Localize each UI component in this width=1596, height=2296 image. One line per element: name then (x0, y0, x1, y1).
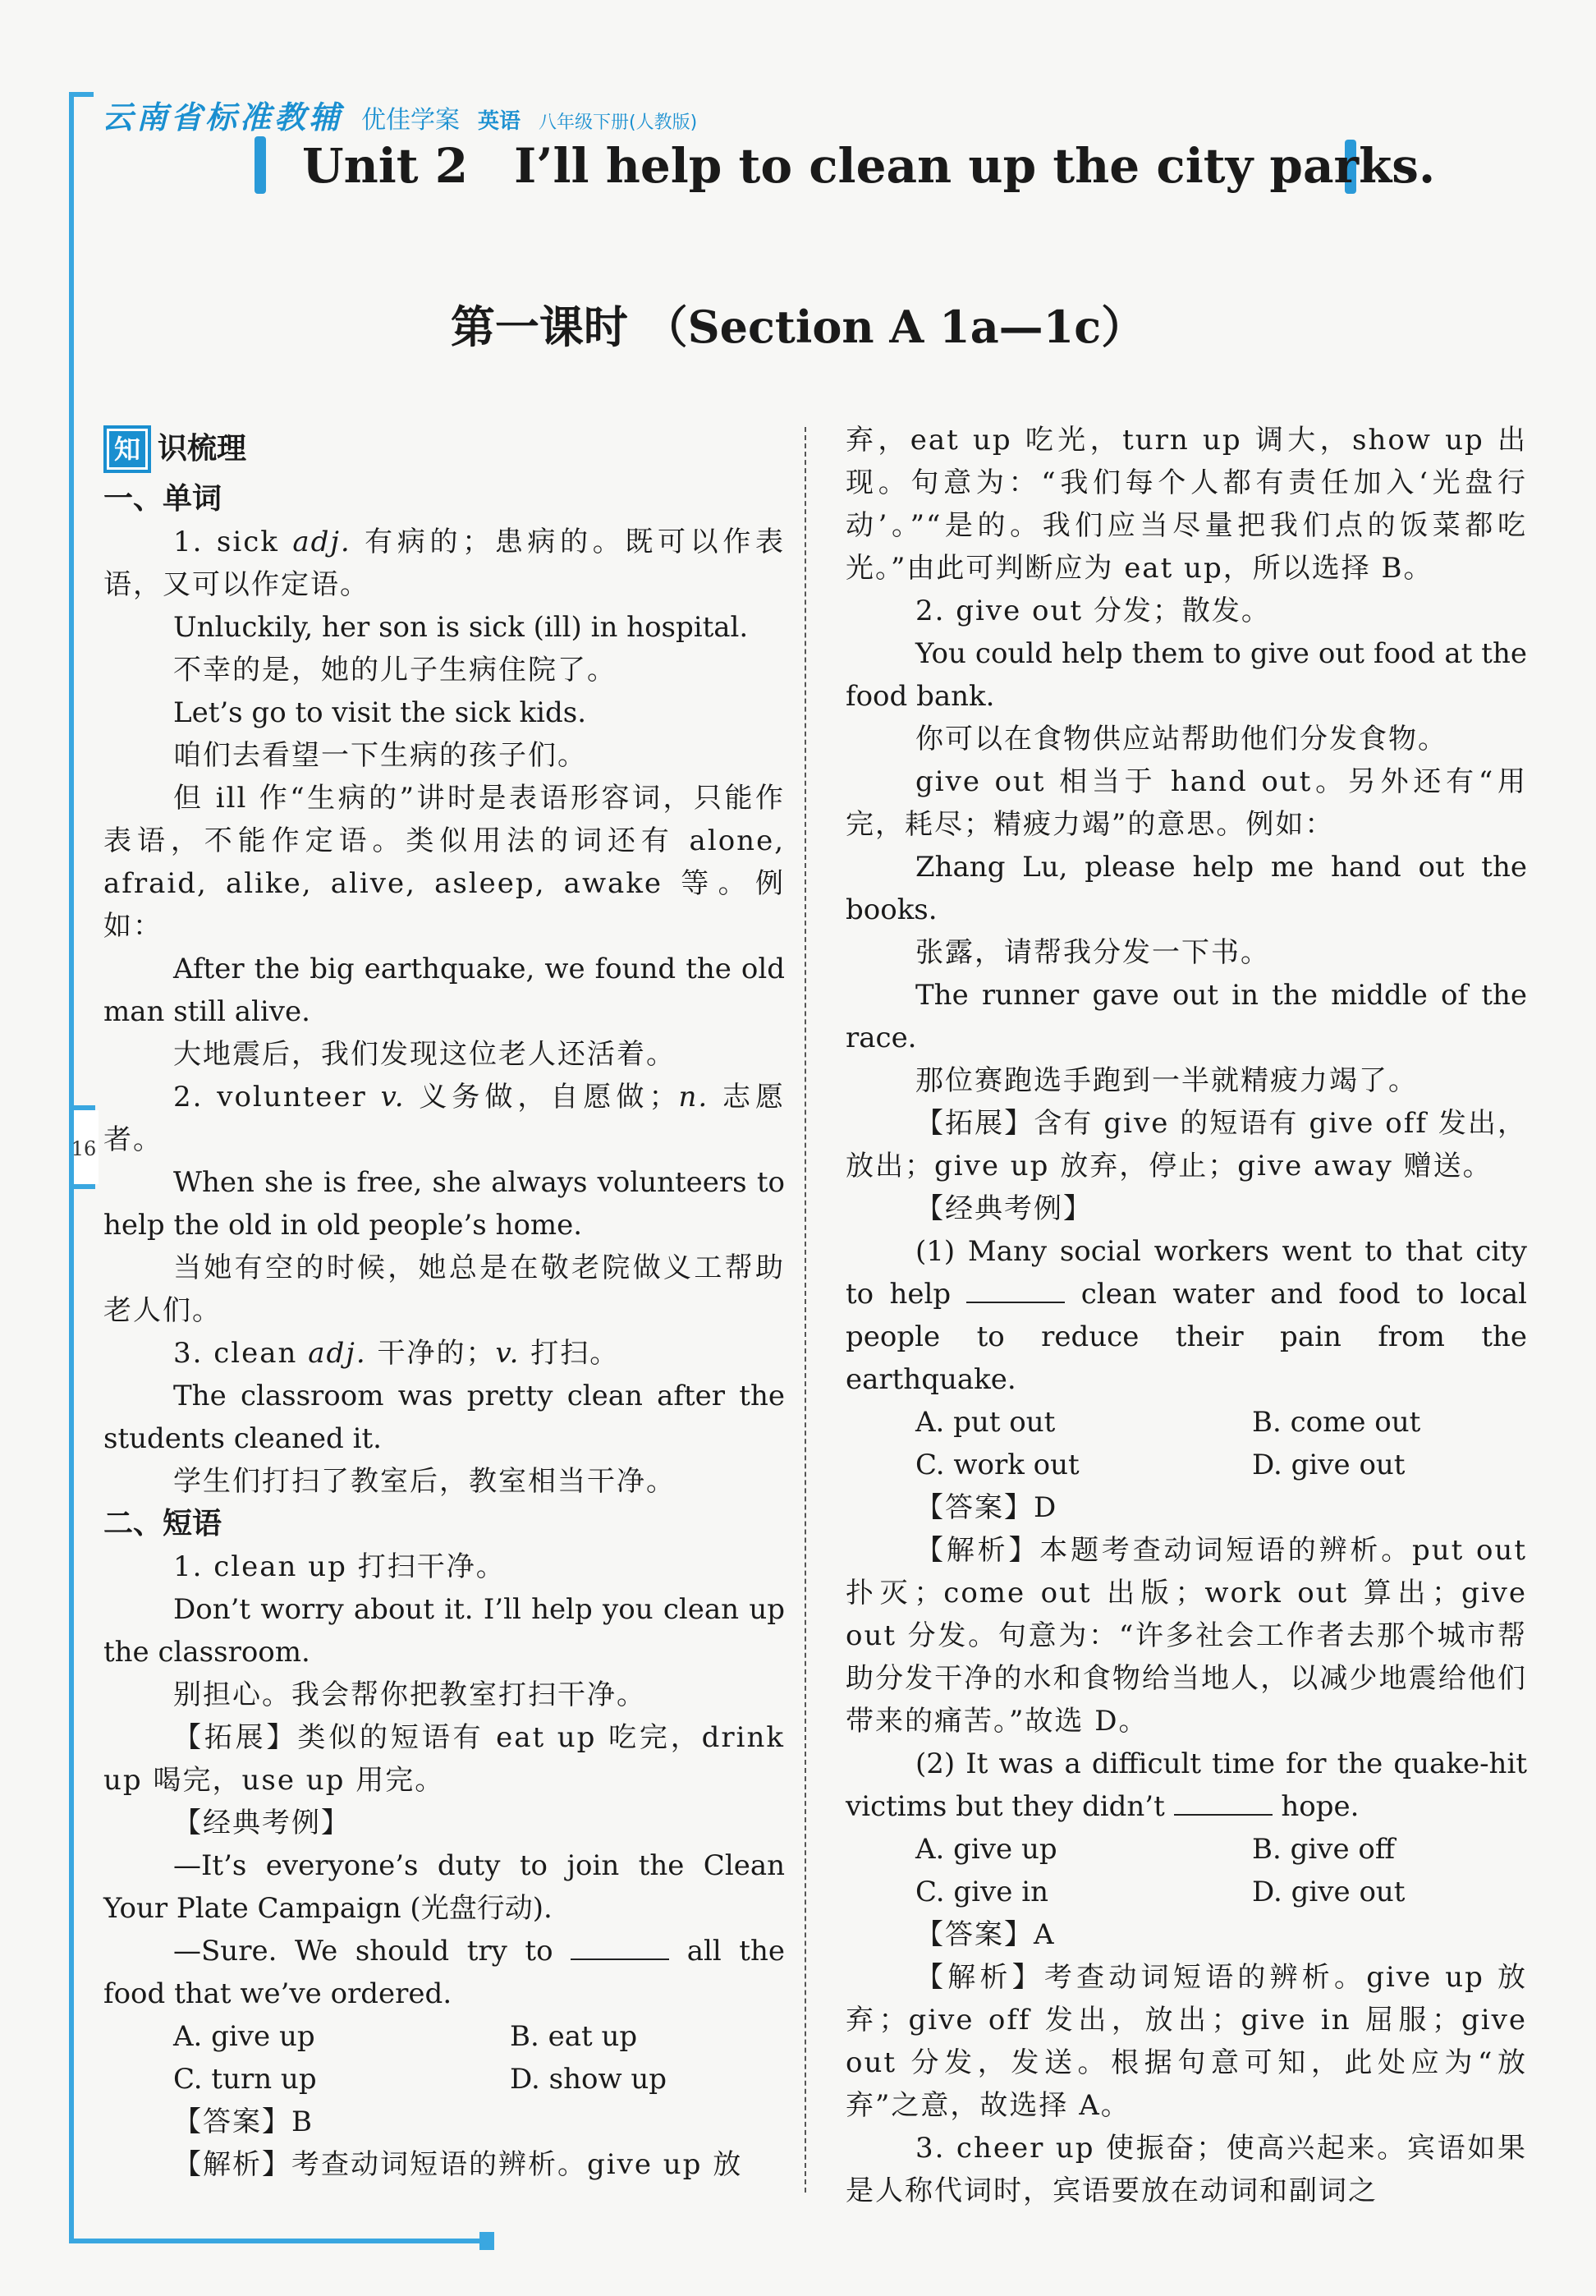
section-header (103, 425, 785, 473)
answer-blank (571, 1934, 669, 1960)
page-tick-top (74, 1105, 95, 1110)
explanation: 【解析】本题考查动词短语的辨析。put out 扑灭；come out 出版；work out 算出；give out 分发。句意为：“许多社会工作者去那个城市帮助分发干净的水和食物给当地人，以减少地震给他们带来的痛苦。”故选 D。 (846, 1534, 1527, 1738)
column-divider (805, 427, 806, 2193)
example-zh: 别担心。我会帮你把教室打扫干净。 (173, 1678, 646, 1711)
option-d: D. show up (510, 2063, 667, 2096)
answer: 【答案】D (915, 1491, 1058, 1524)
left-column (103, 419, 785, 2186)
paragraph: 2. volunteer v. 义务做，自愿做；n. 志愿者。 (103, 1081, 785, 1156)
page-tick-bottom (74, 1184, 95, 1189)
frame-corner (69, 92, 94, 97)
bottom-frame-cap (479, 2232, 494, 2250)
option-b: B. eat up (510, 2020, 638, 2053)
answer-blank (966, 1277, 1065, 1303)
title-bracket-left (255, 136, 266, 194)
page-number: 16 (71, 1137, 97, 1160)
example-en: After the big earthquake, we found the old man still alive. (103, 953, 785, 1028)
option-a: A. give up (915, 1833, 1057, 1866)
question-stem: (1) Many social workers went to that city to help clean water and food to local people to reduce their pain from the earthquake. (846, 1235, 1527, 1396)
option-a: A. put out (915, 1406, 1056, 1439)
paragraph: give out 相当于 hand out。另外还有“用完，耗尽；精疲力竭”的意思。例如： (846, 765, 1527, 841)
section-title: 识梳理 (158, 432, 247, 466)
example-en: The classroom was pretty clean after the students cleaned it. (103, 1380, 785, 1455)
options-row (103, 2058, 785, 2101)
question-stem: (2) It was a difficult time for the quake-hit victims but they didn’t hope. (846, 1747, 1527, 1823)
paragraph: 2. give out 分发；散发。 (915, 595, 1271, 627)
example-zh: 你可以在食物供应站帮助他们分发食物。 (915, 723, 1447, 755)
example-zh: 学生们打扫了教室后，教室相当干净。 (173, 1465, 676, 1498)
example-zh: 张露，请帮我分发一下书。 (915, 936, 1270, 969)
right-column (846, 419, 1527, 2212)
lesson-title: 第一课时 （Section A 1a—1c） (450, 301, 1146, 353)
options-row (846, 1871, 1527, 1913)
extension-note: 【拓展】含有 give 的短语有 give off 发出，放出；give up 放弃，停止；give away 赠送。 (846, 1107, 1527, 1182)
paragraph: 3. clean adj. 干净的；v. 打扫。 (173, 1337, 620, 1370)
example-zh: 咱们去看望一下生病的孩子们。 (173, 739, 587, 772)
running-header (102, 92, 698, 135)
subheading-words: 一、单词 (103, 482, 222, 516)
answer-blank (1174, 1789, 1273, 1816)
option-b: B. give off (1252, 1833, 1396, 1866)
explanation: 【解析】考查动词短语的辨析。give up 放弃；give off 发出，放出；give in 屈服；give out 分发，发送。根据句意可知，此处应为“放弃”之意，故选择 A。 (846, 1961, 1527, 2122)
example-en: You could help them to give out food at the food bank. (846, 637, 1527, 713)
subject-label: 英语 (478, 109, 521, 134)
paragraph: 3. cheer up 使振奋；使高兴起来。宾语如果是人称代词时，宾语要放在动词和副词之 (846, 2132, 1527, 2207)
options-row (103, 2015, 785, 2058)
classic-example-label: 【经典考例】 (173, 1807, 351, 1839)
answer: 【答案】A (915, 1918, 1056, 1951)
unit-title (302, 138, 1435, 194)
paragraph: 但 ill 作“生病的”讲时是表语形容词，只能作表语，不能作定语。类似用法的词还有 alone, afraid, alike, alive, asleep, awake 等。例如： (103, 782, 785, 943)
explanation: 【解析】考查动词短语的辨析。give up 放 (173, 2148, 743, 2181)
option-c: C. work out (915, 1449, 1080, 1481)
series-title: 优佳学案 (361, 106, 461, 135)
options-row (846, 1828, 1527, 1871)
option-a: A. give up (173, 2020, 315, 2053)
classic-example-label: 【经典考例】 (915, 1192, 1093, 1225)
option-c: C. turn up (173, 2063, 317, 2096)
paragraph: 1. sick adj. 有病的；患病的。既可以作表语，又可以作定语。 (103, 526, 785, 601)
example-zh: 那位赛跑选手跑到一半就精疲力竭了。 (915, 1064, 1418, 1097)
option-b: B. come out (1252, 1406, 1421, 1439)
subheading-phrases: 二、短语 (103, 1507, 222, 1541)
question-stem: —Sure. We should try to all the food that we’ve ordered. (103, 1935, 785, 2010)
answer: 【答案】B (173, 2105, 314, 2138)
option-c: C. give in (915, 1876, 1048, 1908)
unit-number: Unit 2 (302, 138, 469, 194)
extension-note: 【拓展】类似的短语有 eat up 吃完，drink up 喝完，use up 用完。 (103, 1721, 785, 1797)
question-stem: —It’s everyone’s duty to join the Clean Your Plate Campaign (光盘行动). (103, 1849, 785, 1925)
example-en: Zhang Lu, please help me hand out the books. (846, 851, 1527, 926)
example-en: Unluckily, her son is sick (ill) in hospital. (173, 611, 749, 644)
example-en: The runner gave out in the middle of the race. (846, 979, 1527, 1054)
example-zh: 不幸的是，她的儿子生病住院了。 (173, 654, 617, 687)
example-en: Let’s go to visit the sick kids. (173, 696, 587, 729)
unit-name: I’ll help to clean up the city parks. (514, 138, 1436, 194)
knowledge-icon: 知 (103, 425, 151, 473)
paragraph: 1. clean up 打扫干净。 (173, 1550, 506, 1583)
grade-label: 八年级下册(人教版) (539, 113, 698, 133)
bottom-frame-line (69, 2239, 488, 2243)
example-zh: 大地震后，我们发现这位老人还活着。 (173, 1038, 676, 1071)
brand-title: 云南省标准教辅 (102, 99, 344, 135)
options-row (846, 1444, 1527, 1486)
example-zh: 当她有空的时候，她总是在敬老院做义工帮助老人们。 (103, 1251, 785, 1327)
option-d: D. give out (1252, 1876, 1406, 1908)
example-en: When she is free, she always volunteers to help the old in old people’s home. (103, 1166, 785, 1242)
example-en: Don’t worry about it. I’ll help you clean up the classroom. (103, 1593, 785, 1669)
option-d: D. give out (1252, 1449, 1406, 1481)
explanation-continued: 弃，eat up 吃光，turn up 调大，show up 出现。句意为：“我们每个人都有责任加入‘光盘行动’。”“是的。我们应当尽量把我们点的饭菜都吃光。”由此可判断应为 eat up，所以选择 B。 (846, 424, 1527, 585)
options-row (846, 1401, 1527, 1444)
